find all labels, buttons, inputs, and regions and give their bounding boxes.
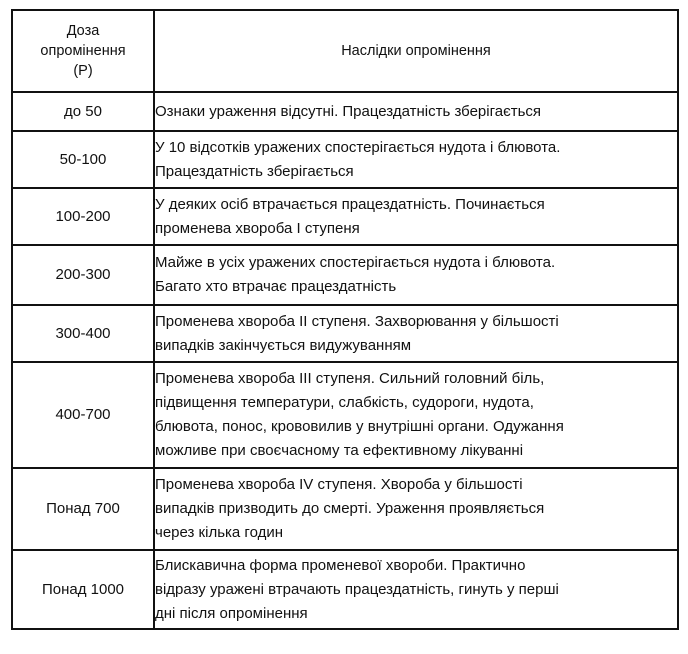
dose-cell: Понад 700 (12, 468, 154, 550)
effect-cell (154, 362, 678, 468)
dose-cell: Понад 1000 (12, 550, 154, 629)
dose-cell: 300-400 (12, 305, 154, 362)
effect-cell (154, 550, 678, 629)
effect-line: У 10 відсотків уражених спостерігається нудота і блювота. (155, 138, 561, 156)
radiation-dose-table (11, 9, 679, 630)
dose-cell: 400-700 (12, 362, 154, 468)
table-row (12, 362, 678, 468)
effect-line: блювота, понос, крововилив у внутрішні органи. Одужання (155, 418, 564, 435)
effect-line: променева хвороба I ступеня (155, 219, 360, 237)
header-dose-line: Доза (66, 23, 100, 39)
effect-line: Майже в усіх уражених спостерігається нудота і блювота. (155, 254, 556, 271)
table-row (12, 188, 678, 245)
dose-cell: до 50 (12, 92, 154, 131)
header-dose-line: опромінення (40, 43, 126, 59)
table-row (12, 305, 678, 362)
effect-line: відразу уражені втрачають працездатність, гинуть у перші (155, 580, 559, 598)
effect-line: випадків закінчується видужуванням (155, 336, 412, 354)
table-row (12, 245, 678, 305)
dose-cell: 200-300 (12, 245, 154, 305)
effect-line: Блискавична форма променевої хвороби. Практично (155, 556, 526, 574)
effect-cell (154, 188, 678, 245)
header-dose-line: (Р) (73, 63, 93, 79)
dose-cell: 50-100 (12, 131, 154, 188)
effect-cell (154, 245, 678, 305)
table-row (12, 92, 678, 131)
effect-line: через кілька годин (155, 524, 283, 541)
table-row (12, 550, 678, 629)
effect-line: Променева хвороба II ступеня. Захворювання у більшості (155, 312, 559, 330)
effect-line: Ознаки ураження відсутні. Працездатність зберігається (155, 102, 542, 120)
effect-line: Багато хто втрачає працездатність (155, 278, 397, 295)
effect-line: Працездатність зберігається (155, 162, 354, 180)
header-dose-cell (12, 10, 154, 92)
effect-line: випадків призводить до смерті. Ураження проявляється (155, 500, 545, 517)
table-row (12, 131, 678, 188)
table-row (12, 468, 678, 550)
effect-cell (154, 305, 678, 362)
effect-line: можливе при своєчасному та ефективному лікуванні (155, 442, 524, 459)
effect-line: Променева хвороба III ступеня. Сильний головний біль, (155, 370, 545, 387)
effect-line: дні після опромінення (155, 604, 308, 622)
dose-cell: 100-200 (12, 188, 154, 245)
effect-cell (154, 92, 678, 131)
effect-line: Променева хвороба IV ступеня. Хвороба у більшості (155, 476, 523, 493)
table-header-row (12, 10, 678, 92)
effect-line: підвищення температури, слабкість, судороги, нудота, (155, 394, 534, 411)
effect-cell (154, 468, 678, 550)
effect-line: У деяких осіб втрачається працездатність. Починається (155, 195, 545, 213)
effect-cell (154, 131, 678, 188)
header-effect-cell: Наслідки опромінення (154, 10, 678, 92)
